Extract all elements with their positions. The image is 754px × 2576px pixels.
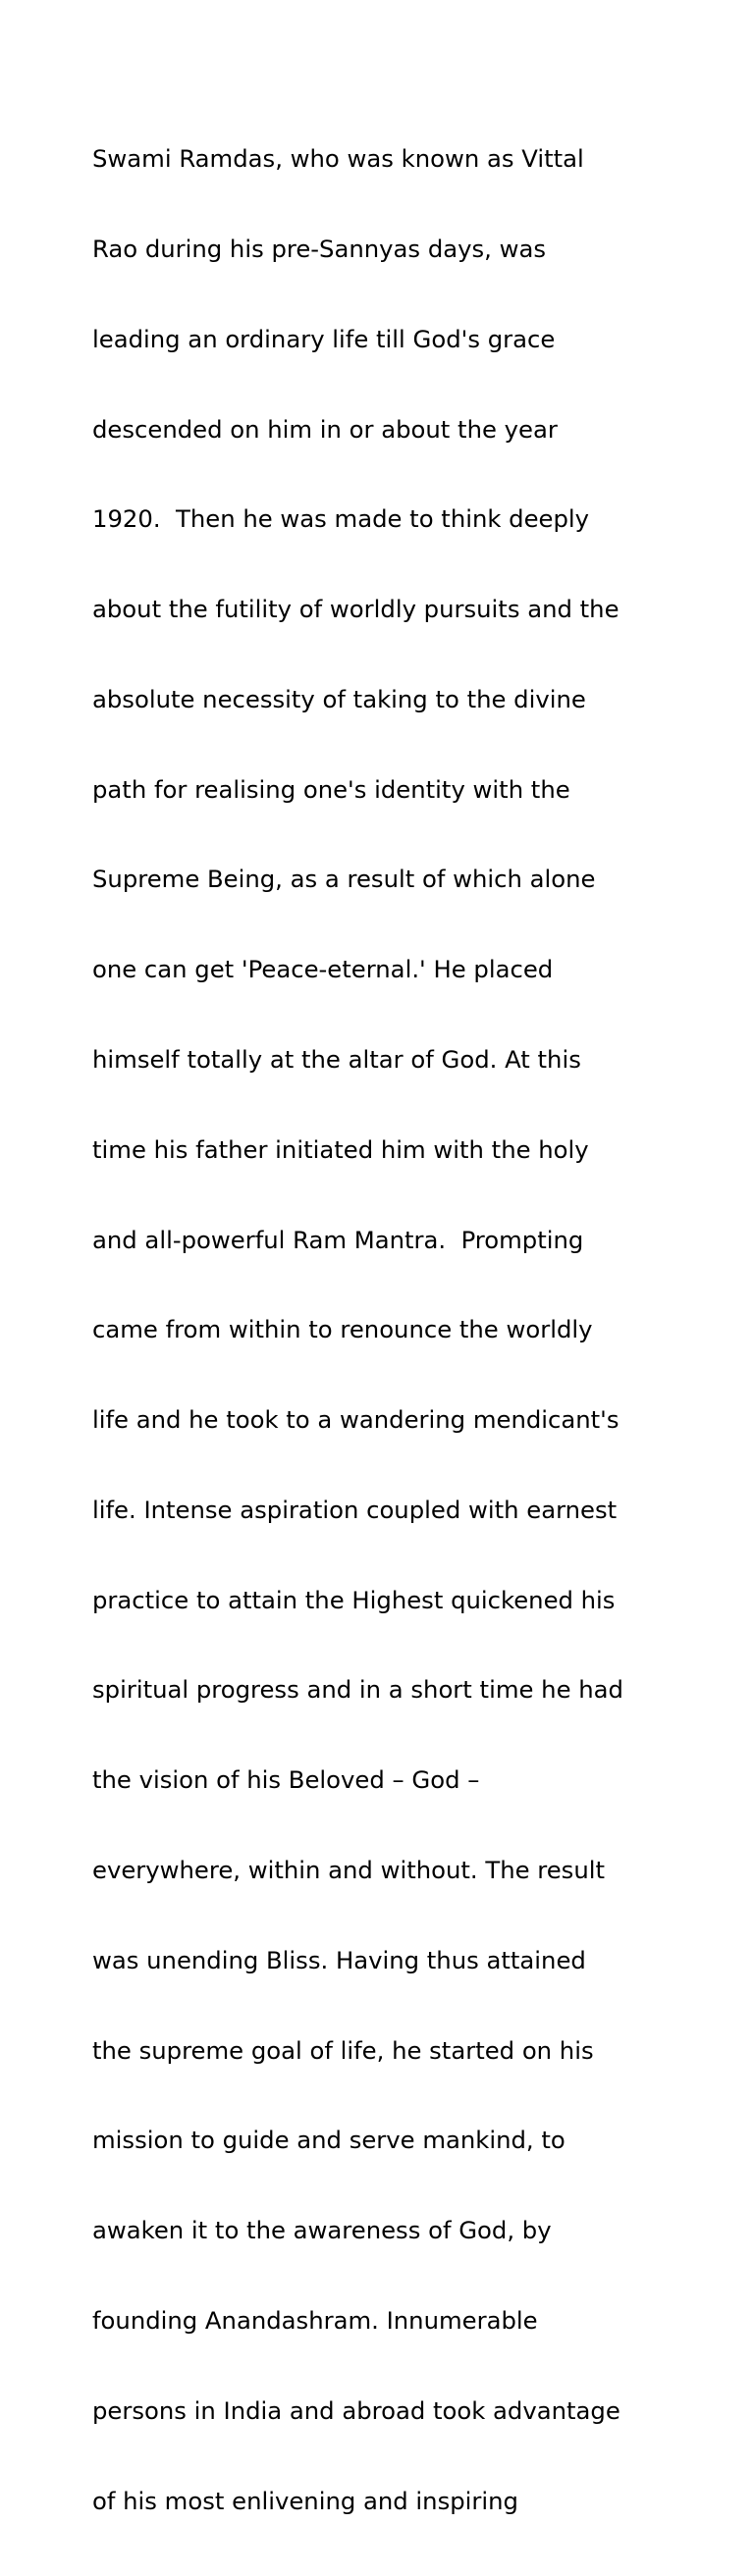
text-line: Supreme Being, as a result of which alone: [92, 865, 596, 894]
text-line: persons in India and abroad took advantage: [92, 2395, 620, 2425]
text-line: was unending Bliss. Having thus attained: [92, 1945, 586, 1974]
text-line: life and he took to a wandering mendicant's: [92, 1405, 619, 1435]
text-line: leading an ordinary life till God's grace: [92, 324, 556, 353]
text-line: practice to attain the Highest quickened his: [92, 1585, 616, 1614]
text-line: the supreme goal of life, he started on his: [92, 2035, 594, 2065]
text-line: Rao during his pre-Sannyas days, was: [92, 234, 547, 263]
text-line: spiritual progress and in a short time he had: [92, 1675, 623, 1705]
text-line: and all-powerful Ram Mantra. Prompting: [92, 1225, 584, 1254]
text-line: came from within to renounce the worldly: [92, 1315, 593, 1344]
text-line: life. Intense aspiration coupled with earnest: [92, 1495, 618, 1524]
text-line: 1920. Then he was made to think deeply: [92, 504, 590, 534]
text-line: founding Anandashram. Innumerable: [92, 2305, 538, 2335]
text-line: of his most enlivening and inspiring: [92, 2486, 518, 2515]
text-line: himself totally at the altar of God. At this: [92, 1045, 581, 1074]
text-line: mission to guide and serve mankind, to: [92, 2126, 566, 2155]
body-paragraph: [92, 84, 681, 2576]
text-line: absolute necessity of taking to the divine: [92, 684, 586, 713]
text-line: Swami Ramdas, who was known as Vittal: [92, 144, 584, 174]
text-line: descended on him in or about the year: [92, 414, 558, 444]
text-line: awaken it to the awareness of God, by: [92, 2216, 552, 2245]
text-line: the vision of his Beloved – God –: [92, 1765, 480, 1795]
text-line: everywhere, within and without. The result: [92, 1856, 606, 1885]
text-line: about the futility of worldly pursuits and the: [92, 595, 619, 624]
text-line: time his father initiated him with the holy: [92, 1134, 589, 1164]
text-line: one can get 'Peace-eternal.' He placed: [92, 955, 554, 984]
text-line: path for realising one's identity with the: [92, 774, 570, 804]
